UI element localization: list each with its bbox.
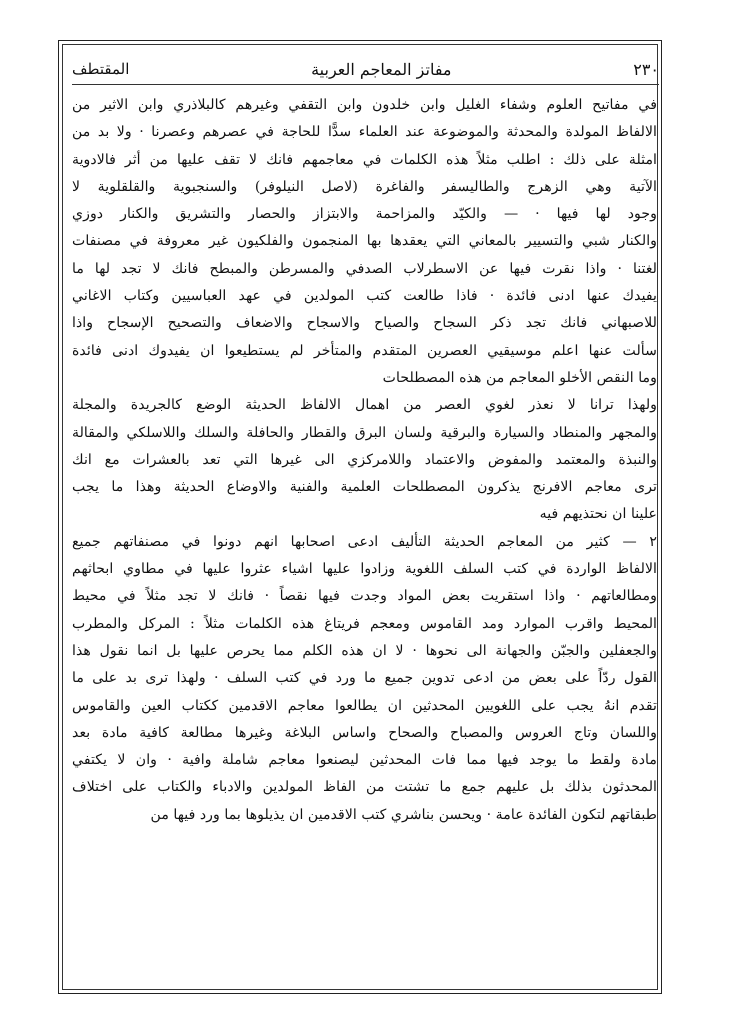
page-header bbox=[72, 54, 659, 85]
text-line: وما النقص الأخلو المعاجم من هذه المصطلحات bbox=[382, 369, 657, 386]
paragraph bbox=[72, 392, 657, 528]
text-line: لغتنا · واذا نقرت فيها عن الاسطرلاب الصدفي والمسرطن والمبطح فانك لا تجد لها ما bbox=[72, 260, 657, 277]
text-line: ٢ — كثير من المعاجم الحديثة التأليف ادعى اصحابها انهم دونوا في مصنفاتهم جميع bbox=[72, 533, 657, 550]
text-line: الآتية وهي الزهرج والطاليسفر والفاغرة (لاصل النيلوفر) والسنجبوية والقلقلوية لا bbox=[72, 178, 657, 195]
journal-name: المقتطف bbox=[72, 60, 130, 78]
text-line: علينا ان نحتذيهم فيه bbox=[539, 506, 657, 523]
text-line: والكنار شبي والتسيير بالمعاني التي يعقدها بها المنجمون والفلكيون غير معروفة في مصنفات bbox=[72, 233, 657, 250]
text-line: واللسان وتاج العروس والمصباح والصحاح واساس البلاغة وغيرها مطالعة كافية مادة بعد bbox=[72, 724, 657, 741]
text-line: القول ردّاً على بعض من ادعى تدوين جميع ما ورد في كتب السلف · ولهذا ترى بد على ما bbox=[72, 670, 657, 687]
text-line: والمجهر والمنطاد والسيارة والبرقية ولسان البرق والقطار والحافلة والسلك واللاسلكي والمقالة bbox=[72, 424, 657, 441]
page-number: ٢٣٠ bbox=[633, 59, 659, 79]
text-line: يفيدك عنها ادنى فائدة · فاذا طالعت كتب المولدين في عهد العباسيين وكتاب الاغاني bbox=[72, 288, 657, 305]
text-line: في مفاتيح العلوم وشفاء الغليل وابن خلدون وابن التقفي وغيرهم كالبلاذري وابن الاثير من bbox=[72, 97, 657, 113]
running-title: مفاتز المعاجم العربية bbox=[311, 59, 452, 79]
text-line: سألت عنها اعلم موسيقيي العصرين المتقدم والمتأخر لم يستطيعوا ان يفيدوك ادنى فائدة bbox=[72, 342, 657, 359]
text-line: امثلة على ذلك : اطلب مثلاً هذه الكلمات في معاجمهم فانك لا تقف عليها من أثر فالادوية bbox=[72, 151, 657, 168]
paragraph bbox=[72, 92, 657, 392]
text-line: وجود لها فيها · — والكيّد والمزاحمة والابتزاز والحصار والتشريق والكنار دوزي bbox=[72, 206, 657, 223]
text-line: الالفاظ المولدة والمحدثة والموضوعة عند العلماء سدًّا للحاجة في عصرهم وعصرنا · ولا بد من bbox=[72, 124, 657, 141]
text-line: والجعفلين والجبّن والجهانة الى نحوها · لا ان هذه الكلم مما يحرص عليها بل انما نقول هذا bbox=[72, 642, 657, 659]
text-line: المحدثون بذلك بل عليهم جمع ما تشتت من الفاظ المولدين والادباء والكتاب على اختلاف bbox=[72, 779, 657, 796]
text-line: ومطالعاتهم · واذا استقريت بعض المواد وجدت فيها نقصاً · فانك لا تجد مثلاً في محيط bbox=[72, 588, 657, 605]
text-line: ولهذا ترانا لا نعذر لغوي العصر من اهمال الالفاظ الحديثة الوضع كالجريدة والمجلة bbox=[72, 397, 657, 414]
text-line: مادة ولقط ما يوجد فيها مما فات المحدثين ليصنعوا معاجم شاملة وافية · وان لا يكتفي bbox=[72, 752, 657, 769]
text-line: ترى معاجم الافرنج يذكرون المصطلحات العلمية والفنية والاوضاع الحديثة وهذا ما يجب bbox=[72, 479, 657, 496]
article-body bbox=[72, 92, 657, 829]
text-line: تقدم انهُ يجب على اللغويين المحدثين ان يطالعوا معاجم الاقدمين ككتاب العين والقاموس bbox=[72, 697, 657, 714]
text-line: والنبذة والمعتمد والمفوض والاعتماد واللامركزي الى غيرها التي تعد بالعشرات مع انك bbox=[72, 451, 657, 468]
text-line: للاصبهاني فانك تجد ذكر السجاح والصياح والاسجاح والاضعاف والتصحيح الإسجاح واذا bbox=[72, 315, 657, 332]
text-line: المحيط واقرب الموارد ومد القاموس ومعجم فريتاغ هذه الكلمات مثلاً : المركل والمطرب bbox=[72, 615, 657, 632]
text-line: طبقاتهم لتكون الفائدة عامة · ويحسن بناشري كتب الاقدمين ان يذيلوها بما ورد فيها من bbox=[150, 806, 657, 823]
text-line: الالفاظ الواردة في كتب السلف اللغوية وزادوا عليها اشياء عثروا عليها في مطاوي ابحاثهم bbox=[72, 561, 657, 578]
paragraph bbox=[72, 529, 657, 829]
